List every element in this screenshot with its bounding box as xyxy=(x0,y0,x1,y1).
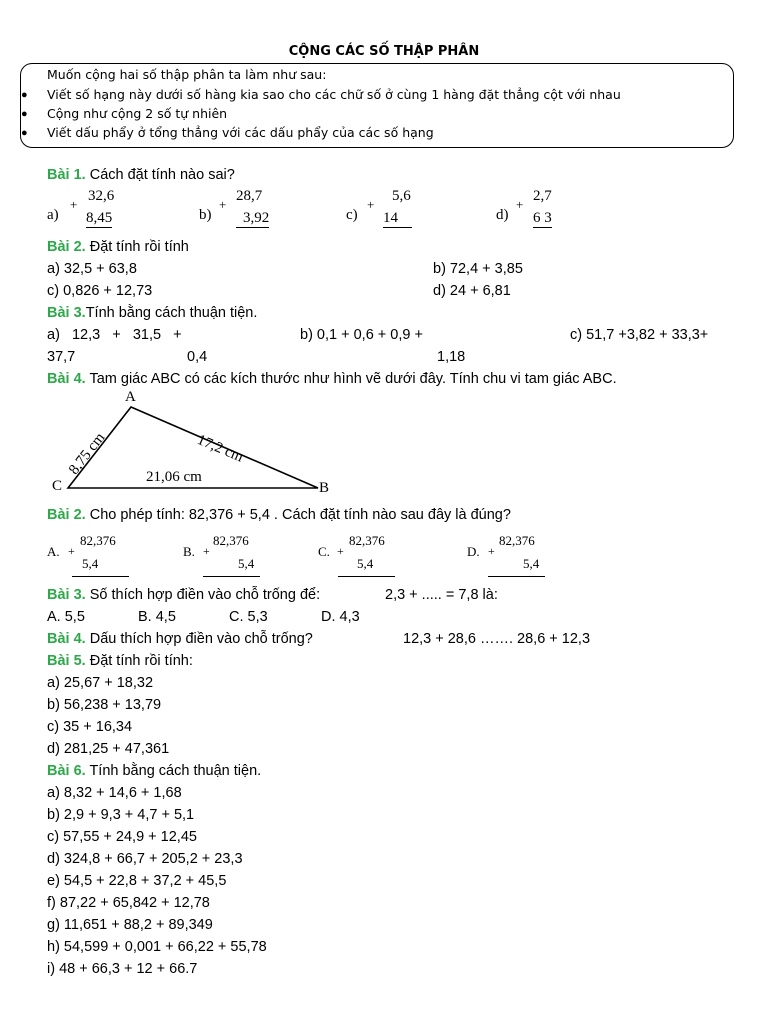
q5-item: b) 56,238 + 13,79 xyxy=(47,697,162,713)
vertex-label-a: A xyxy=(125,389,136,405)
exercise-4-heading: Bài 4. Tam giác ABC có các kích thước như hình vẽ dưới đây. Tính chu vi tam giác ABC. xyxy=(47,371,617,387)
q5-item: d) 281,25 + 47,361 xyxy=(47,741,170,757)
vertex-label-b: B xyxy=(319,480,330,496)
vertex-label-c: C xyxy=(52,478,63,494)
q5-item: c) 35 + 16,34 xyxy=(47,719,133,735)
b3-item-b: b) 0,1 + 0,6 + 0,9 + xyxy=(300,327,423,343)
q6-item: a) 8,32 + 14,6 + 1,68 xyxy=(47,785,182,801)
b3-item-c: c) 51,7 +3,82 + 33,3+ xyxy=(570,327,709,343)
bullet-icon: ● xyxy=(21,89,28,101)
exercise-q3-heading: Bài 3. Số thích hợp điền vào chỗ trống để: xyxy=(47,587,321,603)
b2-item-b: b) 72,4 + 3,85 xyxy=(433,261,523,277)
q6-item: b) 2,9 + 9,3 + 4,7 + 5,1 xyxy=(47,807,195,823)
q5-item: a) 25,67 + 18,32 xyxy=(47,675,154,691)
q6-item: d) 324,8 + 66,7 + 205,2 + 23,3 xyxy=(47,851,243,867)
side-label-cb: 21,06 cm xyxy=(146,469,202,485)
q6-item: c) 57,55 + 24,9 + 12,45 xyxy=(47,829,197,845)
q3-answer-a: A. 5,5 xyxy=(47,609,85,625)
exercise-q4-heading: Bài 4. Dấu thích hợp điền vào chỗ trống? xyxy=(47,631,313,647)
q3-expression: 2,3 + ..... = 7,8 là: xyxy=(385,587,498,603)
q6-item: e) 54,5 + 22,8 + 37,2 + 45,5 xyxy=(47,873,227,889)
b3-item-c-cont: 1,18 xyxy=(437,349,466,365)
exercise-q2-heading: Bài 2. Cho phép tính: 82,376 + 5,4 . Cách đặt tính nào sau đây là đúng? xyxy=(47,507,511,523)
exercise-q6-heading: Bài 6. Tính bằng cách thuận tiện. xyxy=(47,763,262,779)
exercise-q5-heading: Bài 5. Đặt tính rồi tính: xyxy=(47,653,193,669)
q4-expression: 12,3 + 28,6 ……. 28,6 + 12,3 xyxy=(403,631,591,647)
side-label-ab: 17,2 cm xyxy=(194,432,246,466)
exercise-2-heading: Bài 2. Đặt tính rồi tính xyxy=(47,239,189,255)
b3-item-b-cont: 0,4 xyxy=(187,349,208,365)
page-title: CỘNG CÁC SỐ THẬP PHÂN xyxy=(288,44,480,59)
exercise-1-heading: Bài 1. Cách đặt tính nào sai? xyxy=(47,167,235,183)
bullet-icon: ● xyxy=(21,127,28,139)
q3-answer-c: C. 5,3 xyxy=(229,609,268,625)
b3-item-a-cont: 37,7 xyxy=(47,349,76,365)
exercise-3-heading: Bài 3.Tính bằng cách thuận tiện. xyxy=(47,305,258,321)
b3-item-a: a) 12,3 + 31,5 + xyxy=(47,327,182,343)
b2-item-c: c) 0,826 + 12,73 xyxy=(47,283,153,299)
rule-item: Viết số hạng này dưới số hàng kia sao cho các chữ số ở cùng 1 hàng đặt thẳng cột với nhau xyxy=(47,87,621,102)
q6-item: i) 48 + 66,3 + 12 + 66.7 xyxy=(47,961,198,977)
bullet-icon: ● xyxy=(21,108,28,120)
b2-item-d: d) 24 + 6,81 xyxy=(433,283,511,299)
q3-answer-b: B. 4,5 xyxy=(138,609,176,625)
rule-intro: Muốn cộng hai số thập phân ta làm như sau: xyxy=(47,67,327,82)
rule-item: Viết dấu phẩy ở tổng thẳng với các dấu phẩy của các số hạng xyxy=(47,125,434,140)
q3-answer-d: D. 4,3 xyxy=(321,609,360,625)
q6-item: f) 87,22 + 65,842 + 12,78 xyxy=(47,895,210,911)
side-label-ac: 8,75 cm xyxy=(66,429,109,478)
b2-item-a: a) 32,5 + 63,8 xyxy=(47,261,137,277)
rule-item: Cộng như cộng 2 số tự nhiên xyxy=(47,106,228,121)
q6-item: g) 11,651 + 88,2 + 89,349 xyxy=(47,917,213,933)
q6-item: h) 54,599 + 0,001 + 66,22 + 55,78 xyxy=(47,939,267,955)
